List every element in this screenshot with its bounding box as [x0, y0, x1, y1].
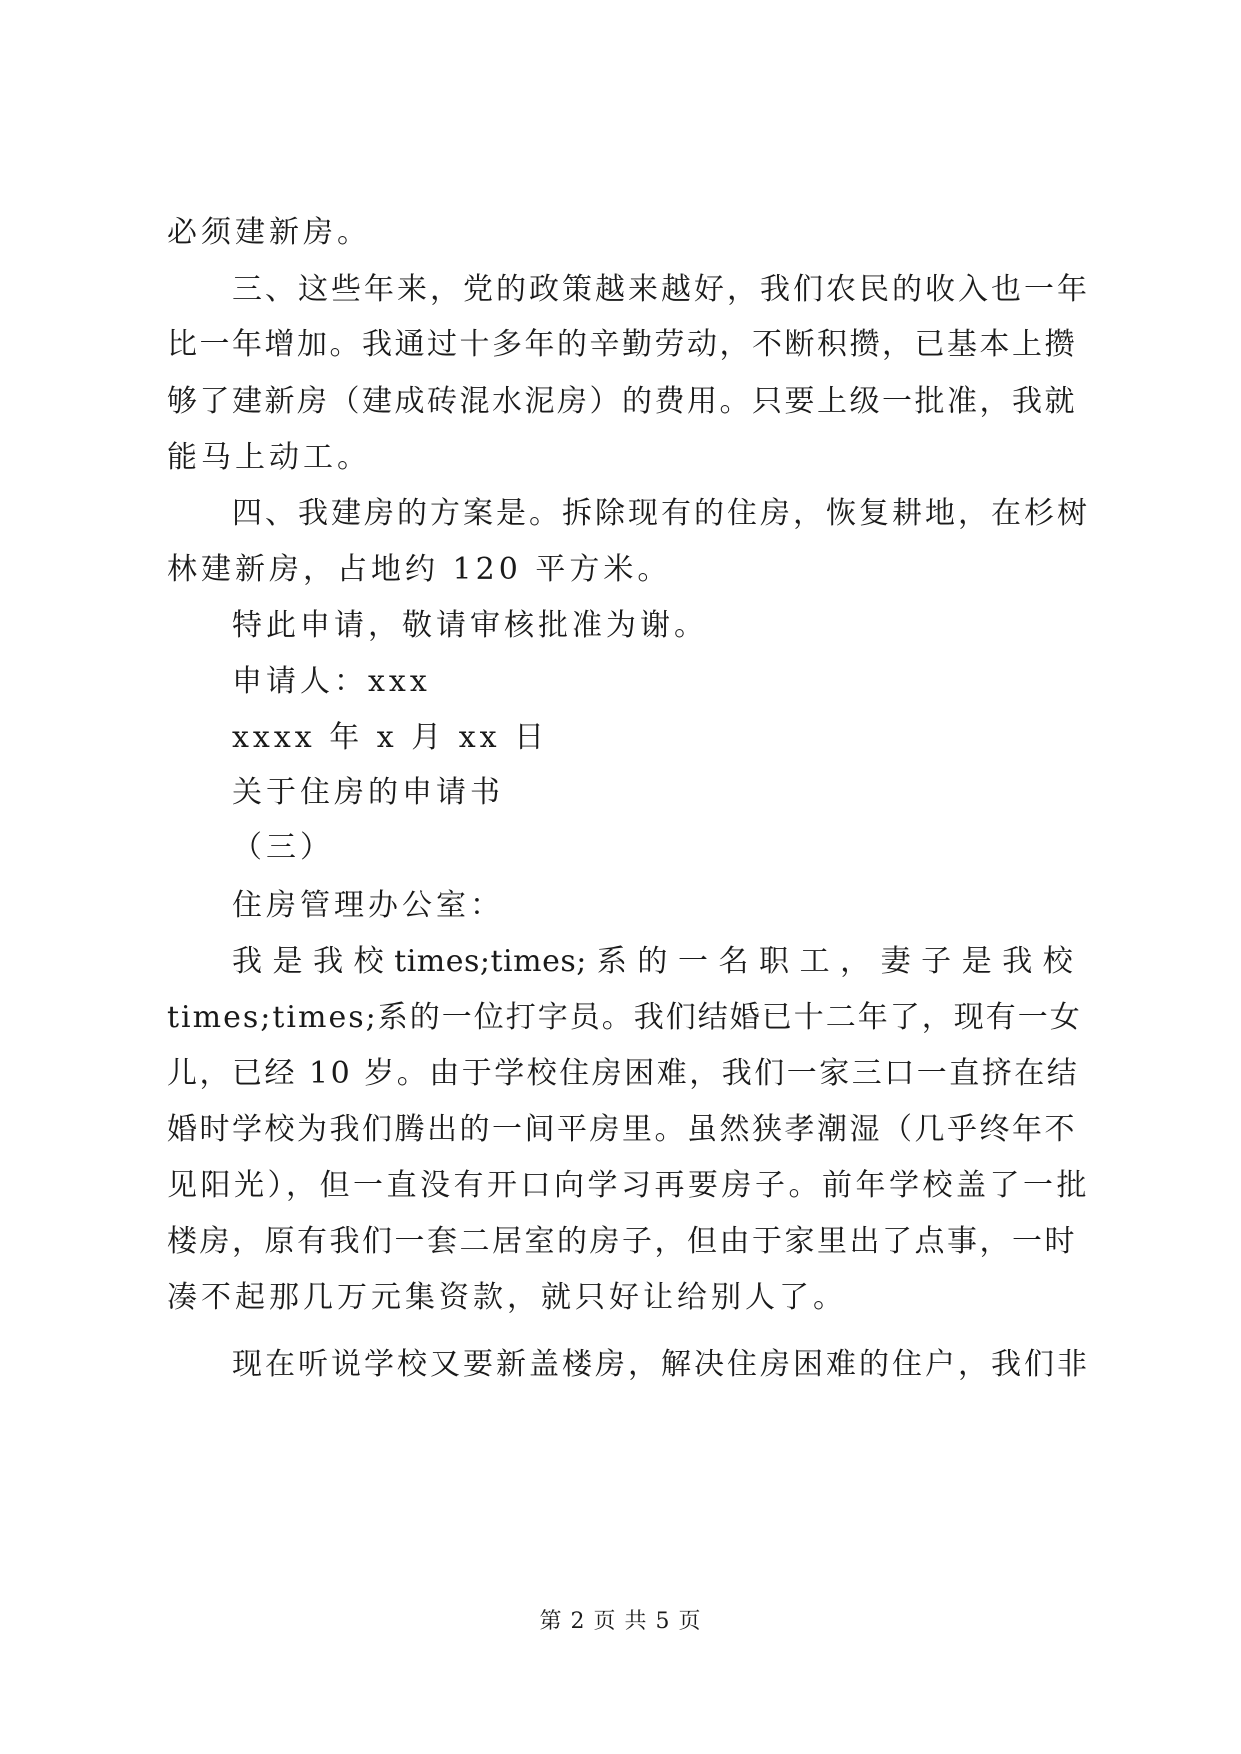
text-line: 楼房，原有我们一套二居室的房子，但由于家里出了点事，一时: [167, 1224, 1077, 1259]
text-line: 特此申请，敬请审核批准为谢。: [232, 608, 708, 643]
applicant-line: 申请人：xxx: [232, 664, 431, 699]
text-line: 能马上动工。: [167, 440, 371, 475]
section-number: （三）: [232, 830, 334, 865]
text-line: 四、我建房的方案是。拆除现有的住房，恢复耕地，在杉树: [232, 496, 1090, 531]
text-line: 够了建新房（建成砖混水泥房）的费用。只要上级一批准，我就: [167, 384, 1077, 419]
section-title: 关于住房的申请书: [232, 775, 504, 810]
text-line: times;times;系的一位打字员。我们结婚已十二年了，现有一女: [167, 1000, 1082, 1035]
date-line: xxxx 年 x 月 xx 日: [232, 720, 549, 755]
text-line: 比一年增加。我通过十多年的辛勤劳动，不断积攒，已基本上攒: [167, 327, 1077, 362]
text-line: 三、这些年来，党的政策越来越好，我们农民的收入也一年: [232, 272, 1090, 307]
text-line: 我 是 我 校 times;times; 系 的 一 名 职 工 ， 妻 子 是 我 校: [232, 944, 1074, 979]
text-line: 见阳光），但一直没有开口向学习再要房子。前年学校盖了一批: [167, 1168, 1090, 1203]
page-number-footer: 第 2 页 共 5 页: [539, 1609, 702, 1634]
text-line: 现在听说学校又要新盖楼房，解决住房困难的住户，我们非: [232, 1347, 1090, 1382]
addressee-line: 住房管理办公室：: [232, 888, 504, 923]
text-line: 婚时学校为我们腾出的一间平房里。虽然狭孝潮湿（几乎终年不: [167, 1112, 1077, 1147]
text-line: 儿，已经 10 岁。由于学校住房困难，我们一家三口一直挤在结: [167, 1056, 1080, 1091]
text-line: 凑不起那几万元集资款，就只好让给别人了。: [167, 1280, 847, 1315]
text-line: 林建新房，占地约 120 平方米。: [167, 552, 672, 587]
text-line: 必须建新房。: [167, 215, 371, 250]
